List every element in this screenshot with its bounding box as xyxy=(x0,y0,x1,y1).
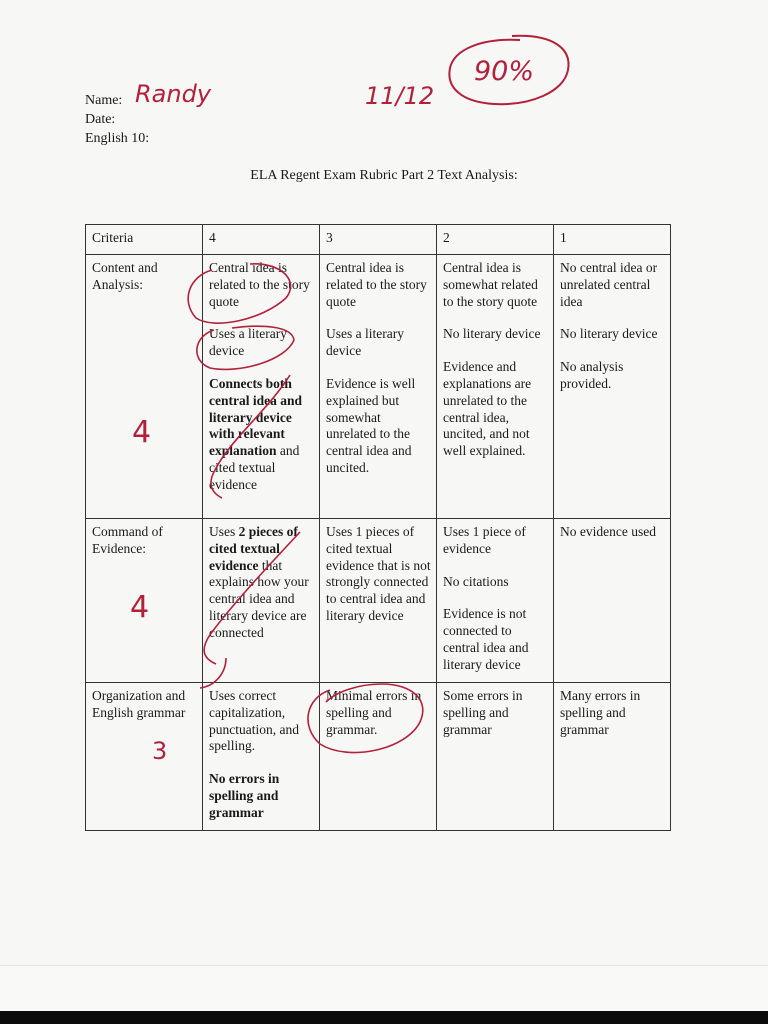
col-header-4: 4 xyxy=(203,225,320,255)
criteria-cell: Content and Analysis: xyxy=(86,255,203,519)
score-3-cell: Central idea is related to the story quote Uses a literary device Evidence is well explained but somewhat unrelated to the central idea and uncited. xyxy=(320,255,437,519)
col-header-3: 3 xyxy=(320,225,437,255)
handwritten-grade-content: 4 xyxy=(132,415,152,450)
col-header-criteria: Criteria xyxy=(86,225,203,255)
criteria-cell: Organization and English grammar xyxy=(86,683,203,831)
handwritten-grade-organization: 3 xyxy=(152,737,168,765)
col-header-2: 2 xyxy=(437,225,554,255)
scan-bottom-edge xyxy=(0,1011,768,1024)
table-row xyxy=(86,519,671,683)
table-row xyxy=(86,255,671,519)
handwritten-date: 11/12 xyxy=(365,82,435,110)
score-2-cell: Uses 1 piece of evidence No citations Evidence is not connected to central idea and literary device xyxy=(437,519,554,683)
score-2-cell: Some errors in spelling and grammar xyxy=(437,683,554,831)
date-label: Date: xyxy=(85,112,116,127)
score-4-cell: Uses 2 pieces of cited textual evidence that explains how your central idea and literary device are connected xyxy=(203,519,320,683)
score-4-cell: Central idea is related to the story quote Uses a literary device Connects both central idea and literary device with relevant explanation and cited textual evidence xyxy=(203,255,320,519)
score-3-cell: Uses 1 pieces of cited textual evidence that is not strongly connected to central idea and literary device xyxy=(320,519,437,683)
header-row xyxy=(86,225,671,255)
score-4-cell: Uses correct capitalization, punctuation, and spelling. No errors in spelling and grammar xyxy=(203,683,320,831)
rubric-table xyxy=(85,224,671,831)
name-label: Name: xyxy=(85,93,123,108)
criteria-cell: Command of Evidence: xyxy=(86,519,203,683)
score-1-cell: No evidence used xyxy=(554,519,671,683)
rubric-title: ELA Regent Exam Rubric Part 2 Text Analysis: xyxy=(250,168,518,183)
score-3-cell: Minimal errors in spelling and grammar. xyxy=(320,683,437,831)
handwritten-student-name: Randy xyxy=(135,80,212,108)
col-header-1: 1 xyxy=(554,225,671,255)
handwritten-score: 90% xyxy=(474,56,535,87)
handwritten-grade-evidence: 4 xyxy=(130,590,150,625)
score-1-cell: Many errors in spelling and grammar xyxy=(554,683,671,831)
scan-lower-margin xyxy=(0,965,768,1012)
score-1-cell: No central idea or unrelated central idea No literary device No analysis provided. xyxy=(554,255,671,519)
course-label: English 10: xyxy=(85,131,150,146)
table-row xyxy=(86,683,671,831)
score-2-cell: Central idea is somewhat related to the story quote No literary device Evidence and explanations are unrelated to the central idea, uncited, and not well explained. xyxy=(437,255,554,519)
